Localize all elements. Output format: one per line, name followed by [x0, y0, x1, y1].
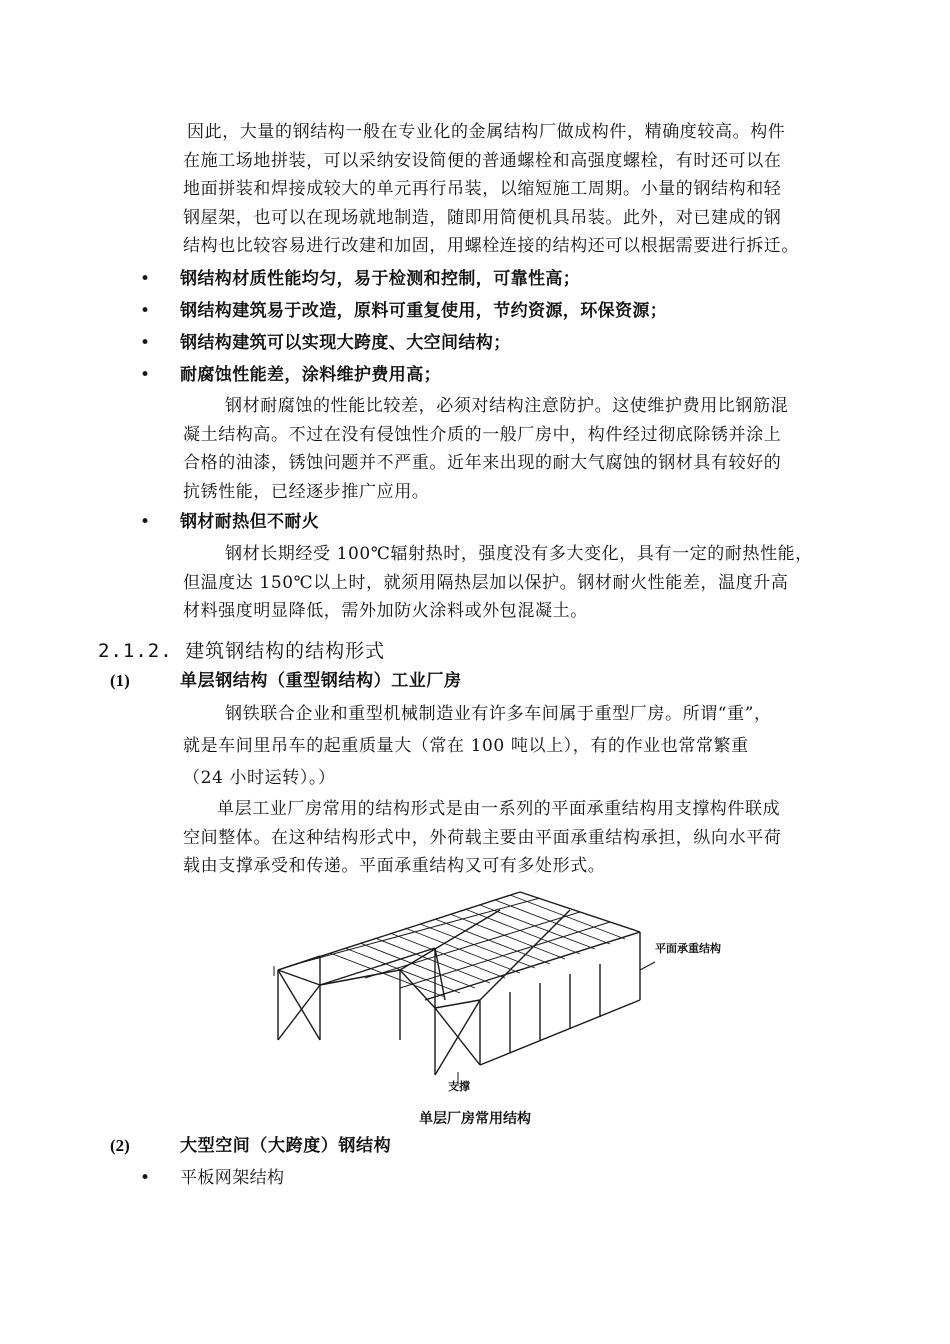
- text-line: 抗锈性能，已经逐步推广应用。: [183, 481, 430, 502]
- bullet-icon: •: [140, 333, 151, 353]
- bullet-text: 平板网架结构: [180, 1168, 285, 1188]
- text-line: 单层工业厂房常用的结构形式是由一系列的平面承重结构用支撑构件联成: [217, 799, 781, 819]
- text-line: 载由支撑承受和传递。平面承重结构又可有多处形式。: [183, 856, 606, 876]
- subsection-number: (2): [110, 1136, 130, 1155]
- text-line: 结构也比较容易进行改建和加固，用螺栓连接的结构还可以根据需要进行拆迁。: [183, 236, 799, 256]
- subsection-number: (1): [110, 671, 130, 690]
- heavy-factory-paragraph: [183, 698, 843, 794]
- bullet-text: 钢材耐热但不耐火: [180, 512, 320, 532]
- text-line: 但温度达 150℃以上时，就须用隔热层加以保护。钢材耐火性能差，温度升高: [183, 572, 789, 593]
- bullet-text: 钢结构建筑可以实现大跨度、大空间结构；: [180, 333, 511, 353]
- section-heading: 2.1.2. 建筑钢结构的结构形式: [98, 640, 386, 662]
- text-line: 空间整体。在这种结构形式中，外荷载主要由平面承重结构承担，纵向水平荷: [183, 827, 782, 848]
- plane-structure-label: 平面承重结构: [655, 942, 721, 955]
- bullet-icon: •: [140, 1168, 151, 1188]
- intro-paragraph: [183, 118, 843, 261]
- bullet-text: 钢结构建筑易于改造，原料可重复使用，节约资源，环保资源；: [180, 301, 668, 321]
- text-line: 钢铁联合企业和重型机械制造业有许多车间属于重型厂房。所谓“重”，: [225, 704, 772, 724]
- text-line: 合格的油漆，锈蚀问题并不严重。近年来出现的耐大气腐蚀的钢材具有较好的: [183, 453, 782, 473]
- subsection-title: 单层钢结构（重型钢结构）工业厂房: [180, 671, 462, 691]
- text-line: 因此，大量的钢结构一般在专业化的金属结构厂做成构件，精确度较高。构件: [187, 122, 786, 142]
- text-line: （24 小时运转）。）: [183, 768, 336, 788]
- text-line: 材料强度明显降低，需外加防火涂料或外包混凝土。: [183, 601, 588, 621]
- bullet-icon: •: [140, 301, 151, 321]
- text-line: 就是车间里吊车的起重质量大（常在 100 吨以上），有的作业也常常繁重: [183, 736, 749, 756]
- text-line: 钢材长期经受 100℃辐射热时，强度没有多大变化，具有一定的耐热性能，: [225, 544, 813, 564]
- bullet-icon: •: [140, 365, 151, 385]
- figure-caption: 单层厂房常用结构: [419, 1111, 531, 1127]
- factory-structure-figure: [270, 890, 770, 1100]
- corrosion-paragraph: [183, 392, 843, 506]
- text-line: 钢屋架，也可以在现场就地制造，随即用简便机具吊装。此外，对已建成的钢: [183, 207, 782, 228]
- bullet-text: 耐腐蚀性能差，涂料维护费用高；: [180, 365, 441, 385]
- text-line: 在施工场地拼装，可以采纳安设简便的普通螺栓和高强度螺栓，有时还可以在: [183, 150, 782, 171]
- factory-structure-drawing: [270, 890, 770, 1100]
- brace-label: 支撑: [448, 1080, 470, 1093]
- structure-form-paragraph: [183, 795, 843, 881]
- bullet-icon: •: [140, 269, 151, 289]
- text-line: 凝土结构高。不过在没有侵蚀性介质的一般厂房中，构件经过彻底除锈并涂上: [183, 424, 782, 445]
- bullet-text: 钢结构材质性能均匀，易于检测和控制，可靠性高；: [180, 269, 581, 289]
- text-line: 地面拼装和焊接成较大的单元再行吊装，以缩短施工周期。小量的钢结构和轻: [183, 179, 782, 199]
- text-line: 钢材耐腐蚀的性能比较差，必须对结构注意防护。这使维护费用比钢筋混: [225, 396, 789, 416]
- fire-paragraph: [183, 540, 843, 626]
- bullet-icon: •: [140, 512, 151, 532]
- subsection-title: 大型空间（大跨度）钢结构: [180, 1136, 392, 1156]
